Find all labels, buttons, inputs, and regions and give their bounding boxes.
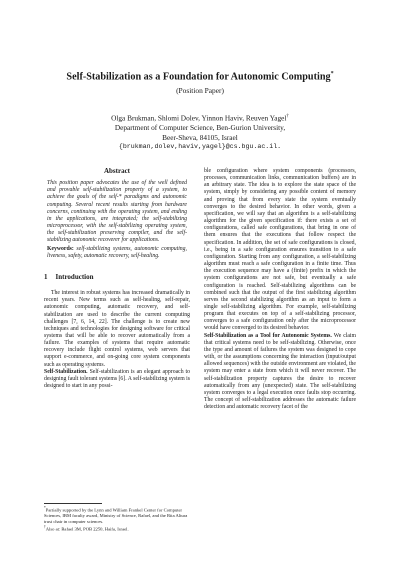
- intro-paragraph-2: Self-Stabilization. Self-stabilization is an elegant approach to designing fault tolerant systems [6]. A self-stabilizing system is designed to start in any possi-: [44, 368, 190, 390]
- paper-title: Self-Stabilization as a Foundation for Autonomic Computing*: [66, 71, 334, 83]
- footnote-2: †Also at: Rafael 3M, POB 2250, Haifa, Israel.: [44, 524, 129, 532]
- abstract-heading: Abstract: [103, 167, 131, 175]
- author-email: {brukman,dolev,haviv,yagel}@cs.bgu.ac.il.: [118, 143, 282, 151]
- paper-subtitle: (Position Paper): [176, 86, 224, 95]
- footnote-rule: [44, 503, 102, 504]
- intro-paragraph-1: The interest in robust systems has increased dramatically in recent years. New terms such as self-healing, self-repair, autonomic computing, automatic recovery, and self-stabilization are used to describe the current computing challenges [7, 6, 14, 22]. The challenge is to create new techniques and technologies for designing software for critical systems that will be able to recover automatically from a failure. The examples of systems that require automatic recovery include flight control systems, web servers that support e-commerce, and on-going core system components such as operating systems.: [44, 290, 190, 368]
- keywords: Keywords: self-stabilizing systems, autonomic computing, liveness, safety, automatic recovery, self-healing.: [47, 245, 187, 259]
- right-paragraph-2: Self-Stabilization as a Tool for Autonomic Systems. We claim that critical systems need to be self-stabilizing. Otherwise, once the type and amount of failures the system was designed to cope with, or the assumptions concerning the interaction (input/output allowed sequences) with the outside environment are violated, the system may enter a state from which it will never recover. The self-stabilization property captures the desire to recover automatically from any (unexpected) state. The self-stabilizing system converges to a legal execution once faults stop occurring. The concept of self-stabilization addresses the automatic failure detection and automatic recovery facet of the: [204, 332, 356, 411]
- abstract-text: This position paper advocates the use of the well defined and provable self-stabilization property of a system, to achieve the goals of the self-* paradigms and autonomic computing. Several recent results starting from hardware concerns, continuing with the operating system, and ending in the applications, are integrated; the self-stabilizing microprocessor, with the self-stabilizing operating system, the self-stabilization preserving compiler, and the self-stabilizing autonomic recoverer for applications.: [47, 180, 187, 244]
- footnote-1: *Partially supported by the Lynn and William Frankel Center for Computer Sciences, IBM faculty award, Ministry of Science, Rafael, and the Rita Altura trust chair in computer sciences.: [44, 506, 188, 524]
- affiliation-line-2: Beer-Sheva, 84105, Israel: [162, 132, 238, 142]
- section-heading-introduction: 1 Introduction: [44, 272, 94, 281]
- author-names: Olga Brukman, Shlomi Dolev, Yinnon Haviv, Reuven Yagel†: [111, 113, 289, 123]
- author-block: [0, 112, 400, 152]
- left-column: [44, 168, 190, 390]
- right-paragraph-1: ble configuration where system components (processors, processes, communication links, communication buffers) are in an arbitrary state. The idea is to explore the state space of the system, simply by considering any possible content of memory and proving that from every state the system eventually converges to the desired behavior. In other words, given a specification, we will say that an algorithm is a self-stabilizing algorithm for the given specification if: there exists a set of configurations, called safe configurations, that bring in one of them ensures that the executions that follow respect the specification. In addition, the set of safe configurations is closed, i.e., being in a safe configuration ensures transition to a safe configuration. Starting from any configuration, a self-stabilizing algorithm must reach a safe configuration in a finite time. Thus the execution sequence may have a (finite) prefix in which the system configurations are not safe, but eventually a safe configuration is reached. Self-stabilizing algorithms can be combined such that the output of the first stabilizing algorithm serves the second stabilizing algorithm as an input to form a single self-stabilizing algorithm. For example, self-stabilizing program that executes on top of a self-stabilizing processor, converges to a safe configuration only after the microprocessor would have converged to its desired behavior.: [204, 168, 356, 332]
- right-column: [204, 168, 356, 411]
- affiliation-line-1: Department of Computer Science, Ben-Gurion University,: [114, 123, 286, 133]
- footnotes: [44, 506, 190, 532]
